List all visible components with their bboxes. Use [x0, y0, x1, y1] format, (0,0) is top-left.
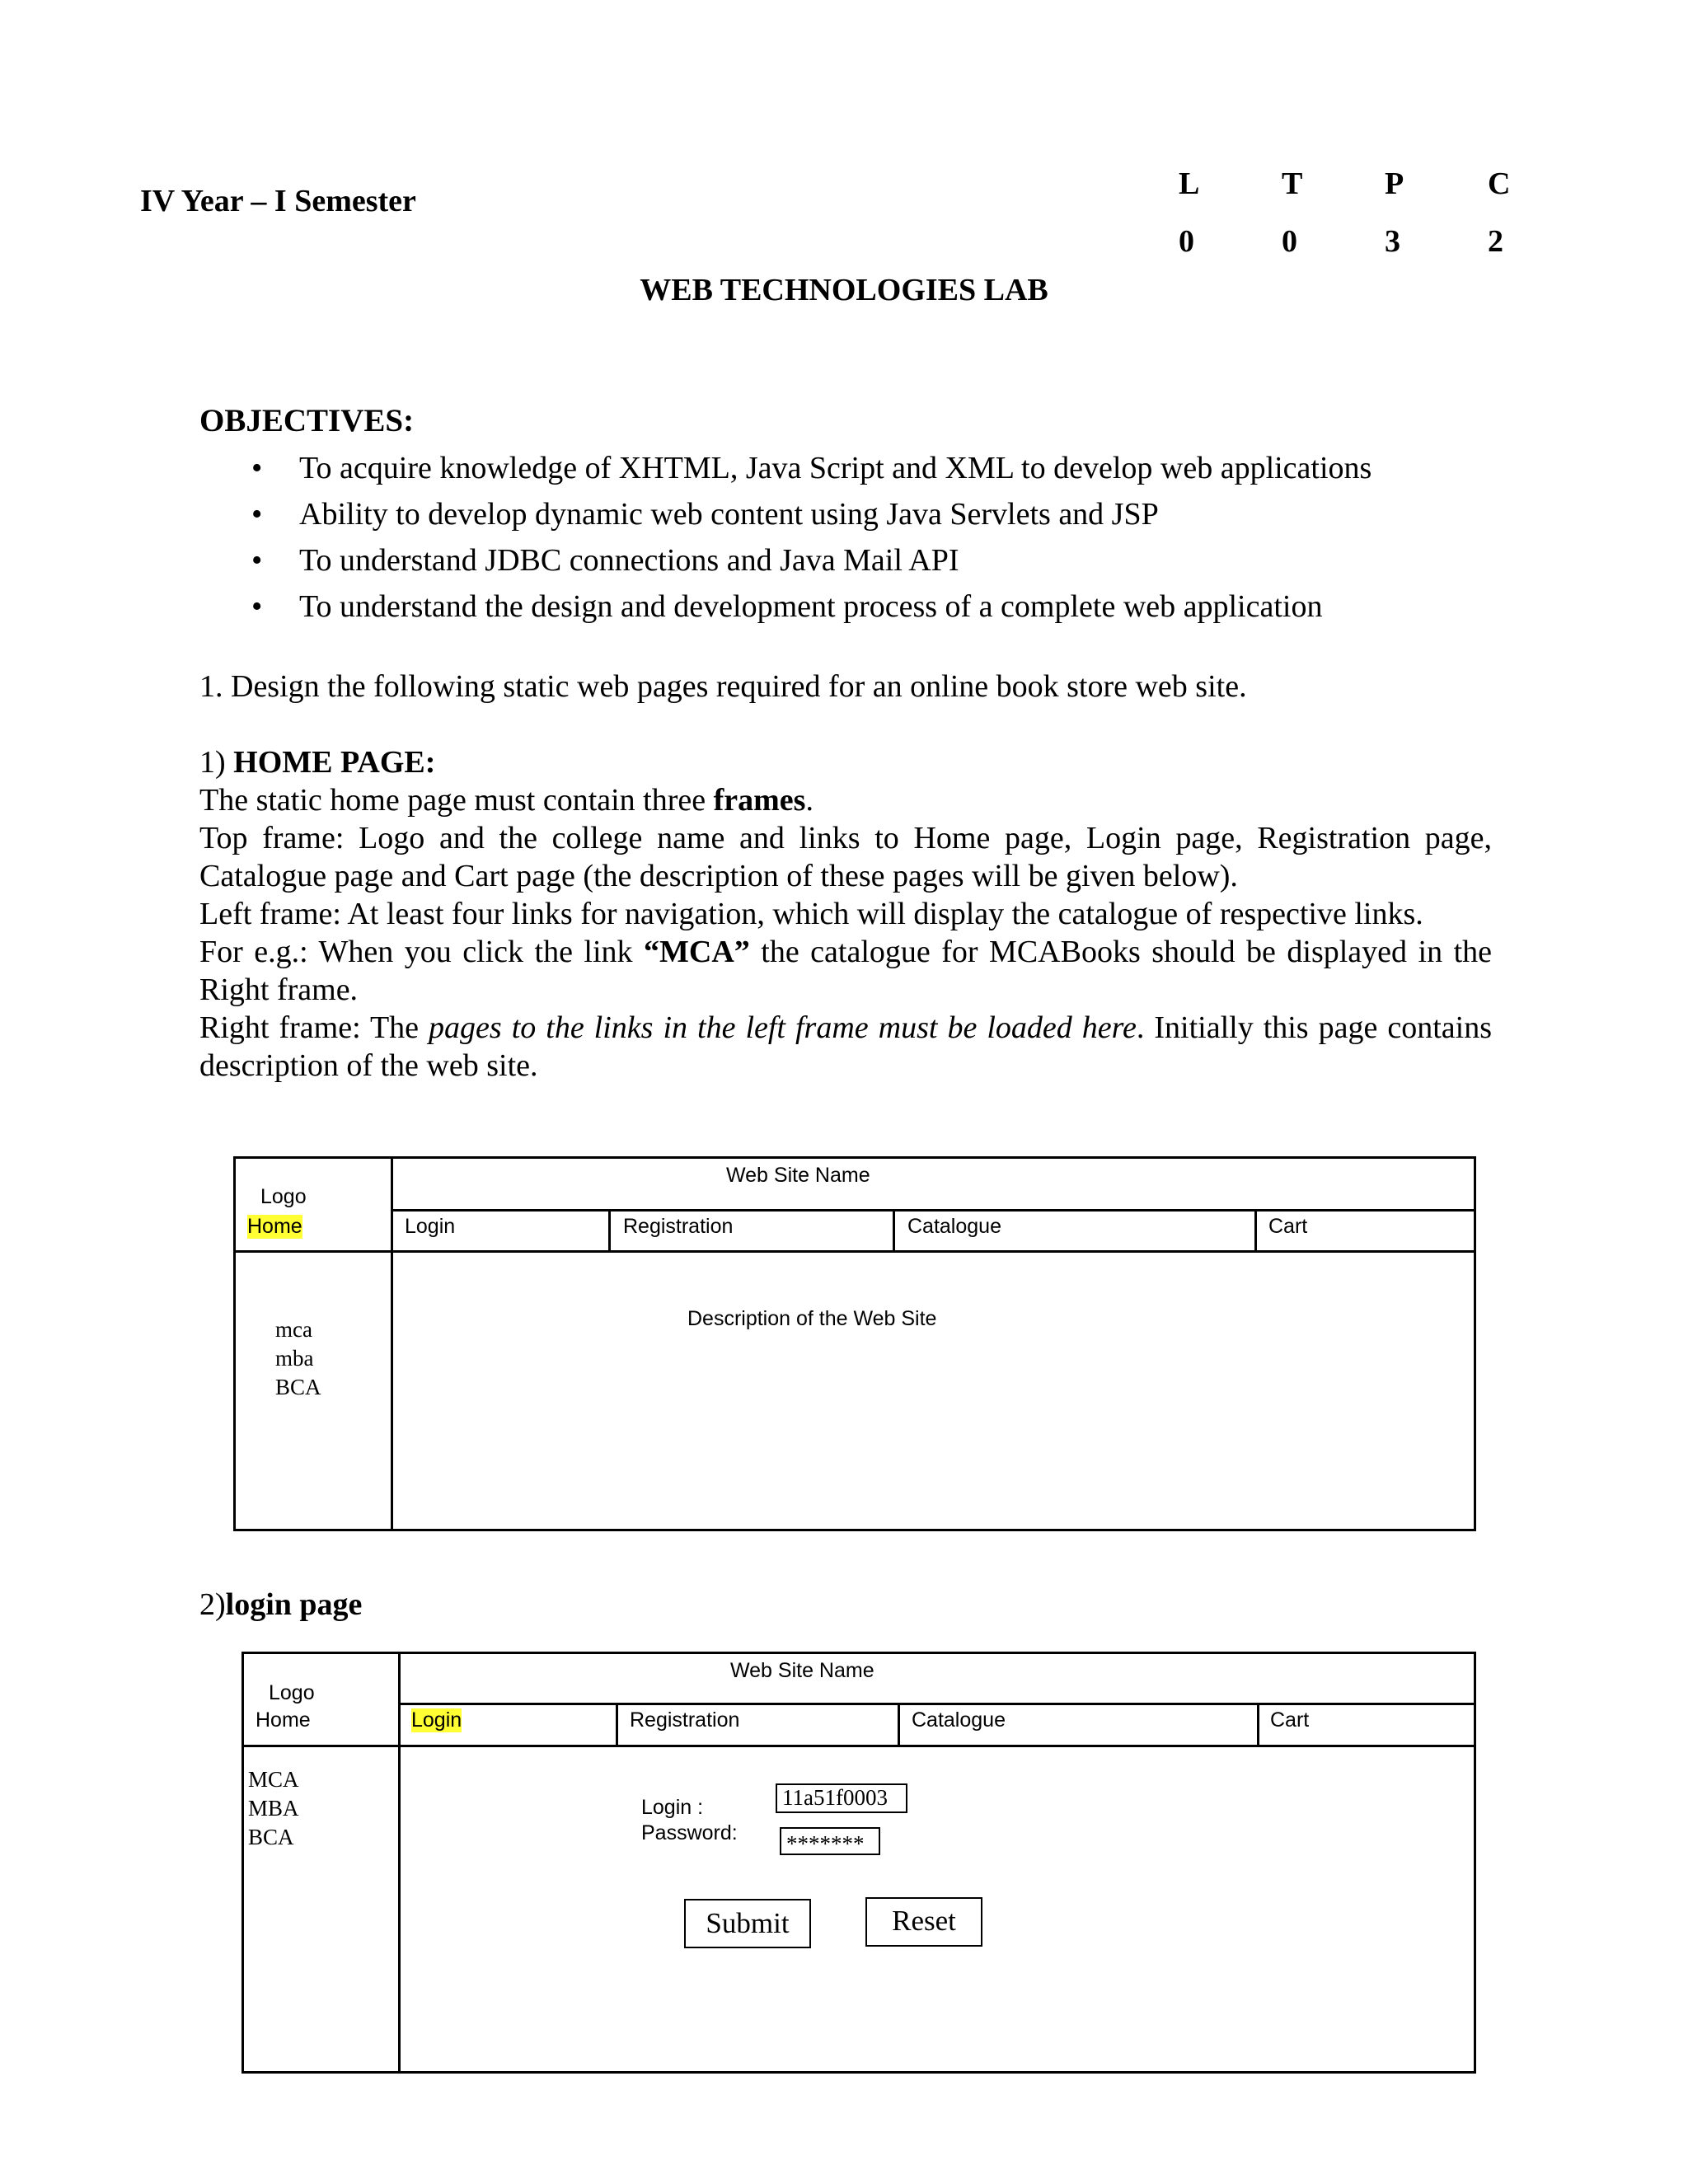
login-field-label: Login : [641, 1796, 704, 1819]
mockup-divider [398, 1703, 1474, 1705]
left-link-mca[interactable]: mca [275, 1317, 312, 1342]
ltpc-table [1154, 155, 1566, 270]
objective-item: • Ability to develop dynamic web content using Java Servlets and JSP [251, 491, 1372, 537]
right-frame-desc: Right frame: The pages to the links in the left frame must be loaded here. Initially this page contains description of the web site. [199, 1010, 1492, 1083]
ltpc-label-p: P [1385, 166, 1404, 201]
mockup-divider [391, 1159, 393, 1529]
nav-registration[interactable]: Registration [623, 1215, 734, 1238]
mockup-divider [1254, 1209, 1257, 1253]
logo-label: Logo [260, 1185, 307, 1208]
semester-label: IV Year – I Semester [140, 184, 416, 218]
ltpc-label-t: T [1282, 166, 1303, 201]
objective-item: • To understand the design and development process of a complete web application [251, 583, 1372, 630]
ltpc-values [1154, 213, 1566, 270]
mockup-divider [1257, 1703, 1259, 1747]
mockup-divider [608, 1209, 611, 1253]
mockup-divider [616, 1703, 618, 1747]
ltpc-labels [1154, 155, 1566, 213]
objective-item: • To understand JDBC connections and Java Mail API [251, 537, 1372, 583]
mockup-divider [391, 1209, 1474, 1212]
nav-cart[interactable]: Cart [1270, 1708, 1310, 1732]
ltpc-label-c: C [1488, 166, 1511, 201]
nav-registration[interactable]: Registration [630, 1708, 740, 1732]
submit-button[interactable]: Submit [684, 1899, 811, 1948]
nav-login[interactable]: Login [405, 1215, 456, 1238]
left-link-mba[interactable]: mba [275, 1346, 314, 1371]
left-link-mca[interactable]: MCA [248, 1767, 299, 1792]
objectives-list [251, 445, 1372, 630]
nav-cart[interactable]: Cart [1268, 1215, 1308, 1238]
login-input[interactable]: 11a51f0003 [776, 1783, 907, 1813]
left-link-mba[interactable]: MBA [248, 1796, 299, 1821]
site-name: Web Site Name [730, 1659, 874, 1682]
login-page-heading: 2)login page [199, 1587, 363, 1622]
logo-label: Logo [269, 1681, 315, 1704]
ltpc-value-l: 0 [1179, 224, 1194, 259]
objectives-heading: OBJECTIVES: [199, 403, 415, 438]
home-page-heading: 1) HOME PAGE: [199, 745, 436, 780]
login-page-mockup [241, 1652, 1476, 2074]
example-desc: For e.g.: When you click the link “MCA” the catalogue for MCABooks should be displayed in the Right frame. [199, 935, 1492, 1007]
objective-item: • To acquire knowledge of XHTML, Java Script and XML to develop web applications [251, 445, 1372, 491]
home-frames-line: The static home page must contain three frames. [199, 783, 814, 818]
password-field-label: Password: [641, 1821, 738, 1844]
left-link-bca[interactable]: BCA [248, 1825, 294, 1849]
mockup-divider [236, 1250, 1474, 1253]
mockup-divider [398, 1654, 401, 2071]
reset-button[interactable]: Reset [865, 1897, 982, 1947]
ltpc-value-p: 3 [1385, 224, 1400, 259]
mockup-divider [244, 1745, 1474, 1747]
nav-home[interactable]: Home [256, 1708, 311, 1732]
nav-catalogue[interactable]: Catalogue [907, 1215, 1001, 1238]
mockup-divider [893, 1209, 895, 1253]
nav-catalogue[interactable]: Catalogue [912, 1708, 1006, 1732]
course-title: WEB TECHNOLOGIES LAB [640, 273, 1048, 307]
ltpc-value-c: 2 [1488, 224, 1503, 259]
nav-login[interactable]: Login [411, 1708, 462, 1732]
left-frame-desc: Left frame: At least four links for navigation, which will display the catalogue of respective links. [199, 897, 1423, 931]
exercise-intro: 1. Design the following static web pages required for an online book store web site. [199, 669, 1247, 704]
mockup-divider [898, 1703, 900, 1747]
left-link-bca[interactable]: BCA [275, 1375, 321, 1399]
site-name: Web Site Name [726, 1164, 870, 1187]
password-input[interactable]: ******* [780, 1827, 880, 1855]
home-page-mockup [233, 1156, 1476, 1531]
site-description: Description of the Web Site [687, 1307, 937, 1330]
top-frame-desc: Top frame: Logo and the college name and links to Home page, Login page, Registration page, Catalogue page and Cart page (the description of these pages will be given below). [199, 821, 1492, 893]
nav-home[interactable]: Home [247, 1215, 302, 1238]
ltpc-value-t: 0 [1282, 224, 1297, 259]
home-page-section [199, 743, 1492, 1085]
ltpc-label-l: L [1179, 166, 1200, 201]
